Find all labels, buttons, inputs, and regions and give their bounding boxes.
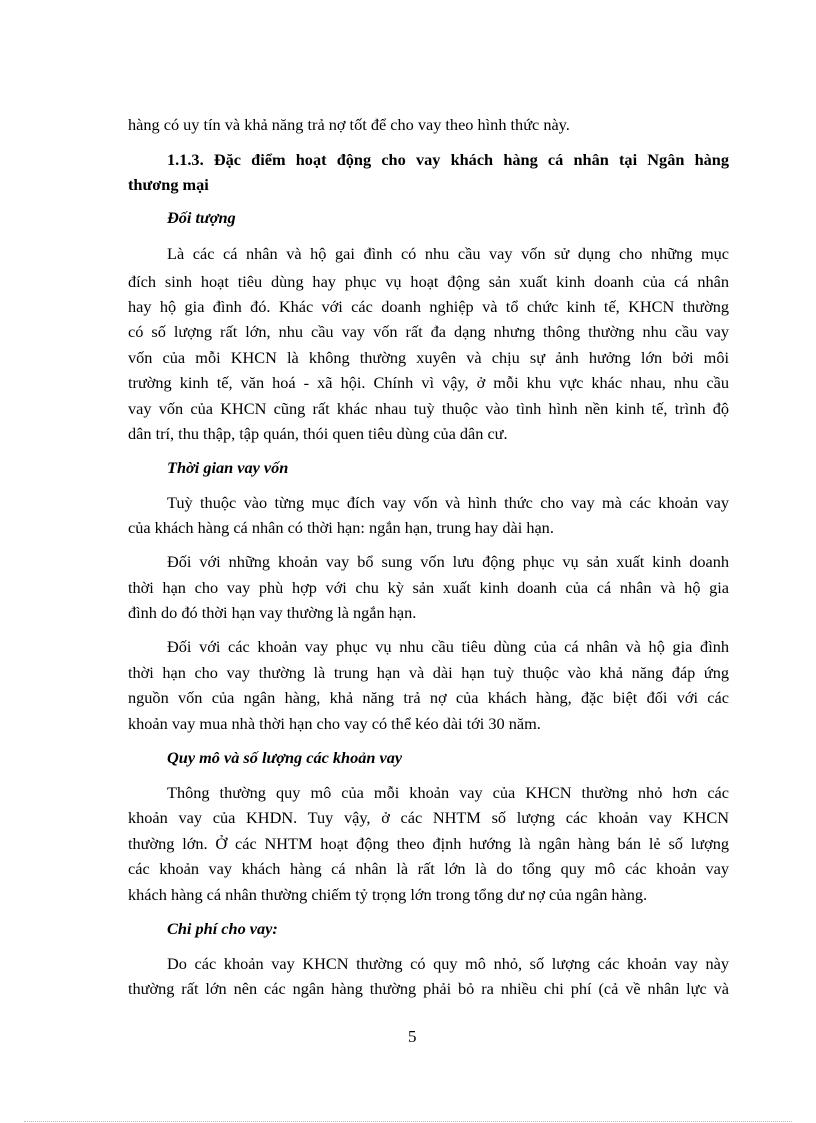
body-text-line: vốn của mỗi KHCN là không thường xuyên và chịu sự ảnh hưởng lớn bởi môi [128, 348, 729, 367]
body-text-line: dân trí, thu thập, tập quán, thói quen tiêu dùng của dân cư. [128, 424, 508, 443]
body-text-line: Thông thường quy mô của mỗi khoản vay của KHCN thường nhỏ hơn các [167, 783, 729, 802]
body-text-line: khoản vay mua nhà thời hạn cho vay có thể kéo dài tới 30 năm. [128, 714, 541, 733]
body-text-line: khách hàng cá nhân thường chiếm tỷ trọng lớn trong tổng dư nợ của ngân hàng. [128, 885, 648, 904]
subsection-heading: Thời gian vay vốn [167, 458, 289, 477]
section-heading: 1.1.3. Đặc điểm hoạt động cho vay khách hàng cá nhân tại Ngân hàng [167, 150, 729, 169]
body-text-line: nguồn vốn của ngân hàng, khả năng trả nợ của khách hàng, đặc biệt đối với các [128, 688, 729, 707]
body-text-line: Tuỳ thuộc vào từng mục đích vay vốn và hình thức cho vay mà các khoản vay [167, 493, 729, 512]
body-text-line: thời hạn cho vay thường là trung hạn và dài hạn tuỳ thuộc vào khả năng đáp ứng [128, 663, 729, 682]
subsection-heading: Quy mô và số lượng các khoản vay [167, 748, 403, 767]
page-number: 5 [408, 1027, 417, 1046]
body-text-line: Do các khoản vay KHCN thường có quy mô nhỏ, số lượng các khoản vay này [167, 954, 729, 973]
body-text-line: hay hộ gia đình đó. Khác với các doanh nghiệp và tổ chức kinh tế, KHCN thường [128, 297, 729, 316]
section-heading-continued: thương mại [128, 175, 209, 194]
body-text-line: trường kinh tế, văn hoá - xã hội. Chính vì vậy, ở mỗi khu vực khác nhau, nhu cầu [128, 373, 729, 392]
body-text-line: thời hạn cho vay phù hợp với chu kỳ sản xuất kinh doanh của cá nhân và hộ gia [128, 578, 729, 597]
body-text-line: khoản vay của KHDN. Tuy vậy, ở các NHTM số lượng các khoản vay KHCN [128, 808, 729, 827]
body-text-line: các khoản vay khách hàng cá nhân là rất lớn là do tổng quy mô các khoản vay [128, 859, 729, 878]
body-text-line: thường lớn. Ở các NHTM hoạt động theo định hướng là ngân hàng bán lẻ số lượng [128, 834, 729, 853]
page-bottom-rule [24, 1121, 792, 1122]
body-text-line: đích sinh hoạt tiêu dùng hay phục vụ hoạt động sản xuất kinh doanh của cá nhân [128, 272, 729, 291]
body-text-line: Đối với những khoản vay bổ sung vốn lưu động phục vụ sản xuất kinh doanh [167, 552, 729, 571]
body-text-line: Đối với các khoản vay phục vụ nhu cầu tiêu dùng của cá nhân và hộ gia đình [167, 637, 729, 656]
body-text-line: có số lượng rất lớn, nhu cầu vay vốn rất đa dạng nhưng thông thường nhu cầu vay [128, 322, 729, 341]
body-text-line: Là các cá nhân và hộ gai đình có nhu cầu vay vốn sử dụng cho những mục [167, 244, 729, 263]
body-text-line: của khách hàng cá nhân có thời hạn: ngắn hạn, trung hay dài hạn. [128, 518, 554, 537]
body-text-line: vay vốn của KHCN cũng rất khác nhau tuỳ thuộc vào tình hình nền kinh tế, trình độ [128, 399, 729, 418]
subsection-heading: Đối tượng [167, 208, 236, 227]
body-text-line: hàng có uy tín và khả năng trả nợ tốt để cho vay theo hình thức này. [128, 115, 570, 134]
body-text-line: đình do đó thời hạn vay thường là ngắn hạn. [128, 603, 417, 622]
subsection-heading: Chi phí cho vay: [167, 919, 278, 938]
body-text-line: thường rất lớn nên các ngân hàng thường phải bỏ ra nhiều chi phí (cả về nhân lực và [128, 979, 729, 998]
